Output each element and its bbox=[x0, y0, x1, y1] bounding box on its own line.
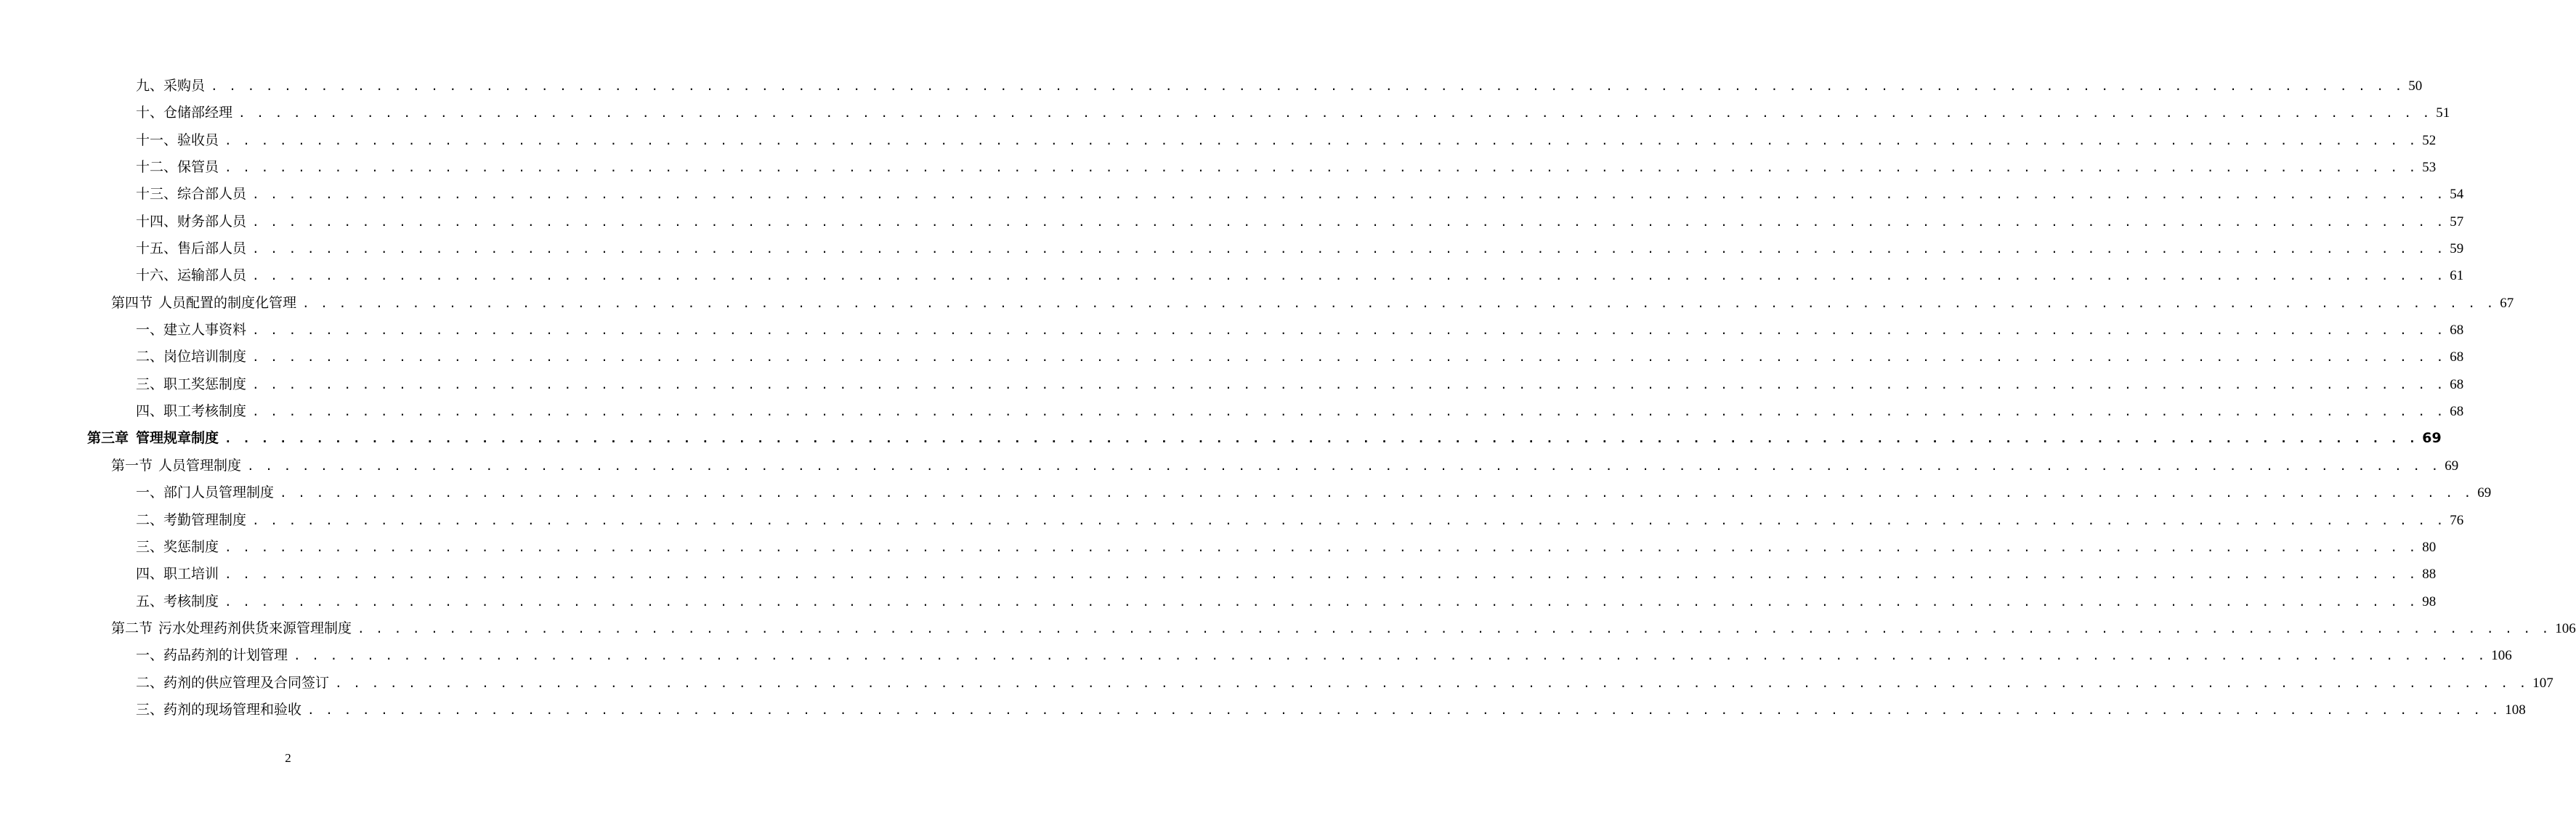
toc-item-row[interactable] bbox=[0, 344, 2464, 370]
toc-entry-title: 售后部人员 bbox=[177, 240, 247, 257]
toc-entry-number: 二、 bbox=[136, 674, 164, 691]
toc-page-number: 108 bbox=[2505, 702, 2526, 718]
toc-entry-number: 第四节 bbox=[111, 294, 153, 311]
toc-dot-leader: . . . . . . . . . . . . . . . . . . . . . . . . . . . . . . . . . . . . . . . . . . . . . . . . . . . . . . . . . . . . . . . . . . . . . . . . . . . . . . . . . . . . . . . . . . . . . . . . . . . . . . . . . . . . . . . . . . . . . . . . bbox=[302, 296, 2496, 310]
toc-page-number: 57 bbox=[2450, 214, 2464, 230]
toc-entry-title: 财务部人员 bbox=[177, 213, 247, 230]
toc-dot-leader: . . . . . . . . . . . . . . . . . . . . . . . . . . . . . . . . . . . . . . . . . . . . . . . . . . . . . . . . . . . . . . . . . . . . . . . . . . . . . . . . . . . . . . . . . . . . . . . . . . . . . . . . . . . . . . . . . . . . . . . . bbox=[224, 567, 2418, 582]
toc-item-row[interactable] bbox=[0, 127, 2437, 154]
toc-page-number: 61 bbox=[2450, 268, 2464, 284]
toc-entry[interactable] bbox=[111, 290, 2514, 317]
toc-page-number: 68 bbox=[2450, 404, 2464, 420]
toc-entry[interactable] bbox=[136, 507, 2464, 534]
toc-item-row[interactable] bbox=[0, 262, 2464, 289]
toc-dot-leader: . . . . . . . . . . . . . . . . . . . . . . . . . . . . . . . . . . . . . . . . . . . . . . . . . . . . . . . . . . . . . . . . . . . . . . . . . . . . . . . . . . . . . . . . . . . . . . . . . . . . . . . . . . . . . . . . . . . . . . . . bbox=[252, 377, 2446, 392]
toc-entry[interactable] bbox=[87, 425, 2442, 452]
toc-entry[interactable] bbox=[136, 479, 2492, 506]
toc-entry[interactable] bbox=[136, 398, 2464, 425]
toc-dot-leader: . . . . . . . . . . . . . . . . . . . . . . . . . . . . . . . . . . . . . . . . . . . . . . . . . . . . . . . . . . . . . . . . . . . . . . . . . . . . . . . . . . . . . . . . . . . . . . . . . . . . . . . . . . . . . . . . . . . . . . . . bbox=[293, 649, 2487, 663]
toc-entry[interactable] bbox=[136, 127, 2437, 154]
toc-entry[interactable] bbox=[136, 670, 2553, 697]
toc-entry-number: 五、 bbox=[136, 593, 164, 609]
toc-entry-title: 药剂的供应管理及合同签订 bbox=[163, 674, 330, 691]
toc-item-row[interactable] bbox=[0, 154, 2437, 181]
toc-section-row[interactable] bbox=[0, 290, 2514, 317]
toc-entry[interactable] bbox=[136, 317, 2464, 344]
toc-dot-leader: . . . . . . . . . . . . . . . . . . . . . . . . . . . . . . . . . . . . . . . . . . . . . . . . . . . . . . . . . . . . . . . . . . . . . . . . . . . . . . . . . . . . . . . . . . . . . . . . . . . . . . . . . . . . . . . . . . . . . . . . bbox=[224, 431, 2418, 446]
toc-entry[interactable] bbox=[136, 344, 2464, 370]
toc-entry[interactable] bbox=[136, 181, 2464, 208]
toc-entry[interactable] bbox=[136, 642, 2512, 669]
toc-item-row[interactable] bbox=[0, 507, 2464, 534]
toc-dot-leader: . . . . . . . . . . . . . . . . . . . . . . . . . . . . . . . . . . . . . . . . . . . . . . . . . . . . . . . . . . . . . . . . . . . . . . . . . . . . . . . . . . . . . . . . . . . . . . . . . . . . . . . . . . . . . . . . . . . . . . . . bbox=[252, 214, 2446, 229]
toc-entry-number: 十二、 bbox=[136, 159, 178, 176]
toc-item-row[interactable] bbox=[0, 642, 2512, 669]
toc-page-number: 50 bbox=[2408, 78, 2423, 94]
toc-entry-number: 一、 bbox=[136, 322, 164, 338]
toc-entry-title: 污水处理药剂供货来源管理制度 bbox=[158, 620, 352, 636]
toc-item-row[interactable] bbox=[0, 534, 2437, 561]
toc-dot-leader: . . . . . . . . . . . . . . . . . . . . . . . . . . . . . . . . . . . . . . . . . . . . . . . . . . . . . . . . . . . . . . . . . . . . . . . . . . . . . . . . . . . . . . . . . . . . . . . . . . . . . . . . . . . . . . . . . . . . . . . . bbox=[252, 350, 2446, 365]
toc-page-number: 88 bbox=[2422, 567, 2437, 583]
toc-page-number: 68 bbox=[2450, 376, 2464, 392]
toc-dot-leader: . . . . . . . . . . . . . . . . . . . . . . . . . . . . . . . . . . . . . . . . . . . . . . . . . . . . . . . . . . . . . . . . . . . . . . . . . . . . . . . . . . . . . . . . . . . . . . . . . . . . . . . . . . . . . . . . . . . . . . . . bbox=[247, 458, 2441, 473]
toc-item-row[interactable] bbox=[0, 73, 2423, 100]
toc-entry-number: 三、 bbox=[136, 701, 164, 718]
toc-dot-leader: . . . . . . . . . . . . . . . . . . . . . . . . . . . . . . . . . . . . . . . . . . . . . . . . . . . . . . . . . . . . . . . . . . . . . . . . . . . . . . . . . . . . . . . . . . . . . . . . . . . . . . . . . . . . . . . . . . . . . . . . bbox=[252, 405, 2446, 419]
toc-entry[interactable] bbox=[136, 588, 2437, 615]
toc-dot-leader: . . . . . . . . . . . . . . . . . . . . . . . . . . . . . . . . . . . . . . . . . . . . . . . . . . . . . . . . . . . . . . . . . . . . . . . . . . . . . . . . . . . . . . . . . . . . . . . . . . . . . . . . . . . . . . . . . . . . . . . . bbox=[252, 513, 2446, 527]
toc-entry-title: 建立人事资料 bbox=[163, 322, 247, 338]
toc-page-number: 69 bbox=[2422, 430, 2442, 447]
toc-entry-number: 三、 bbox=[136, 376, 164, 392]
toc-entry-title: 人员管理制度 bbox=[158, 457, 242, 474]
toc-item-row[interactable] bbox=[0, 697, 2526, 723]
toc-entry[interactable] bbox=[136, 154, 2437, 181]
toc-entry-number: 四、 bbox=[136, 566, 164, 583]
toc-dot-leader: . . . . . . . . . . . . . . . . . . . . . . . . . . . . . . . . . . . . . . . . . . . . . . . . . . . . . . . . . . . . . . . . . . . . . . . . . . . . . . . . . . . . . . . . . . . . . . . . . . . . . . . . . . . . . . . . . . . . . . . . bbox=[224, 594, 2418, 609]
toc-entry-number: 十三、 bbox=[136, 186, 178, 203]
toc-entry-title: 奖惩制度 bbox=[163, 538, 219, 555]
toc-page-number: 68 bbox=[2450, 349, 2464, 365]
toc-page-number: 106 bbox=[2491, 648, 2512, 664]
toc-entry-title: 采购员 bbox=[163, 78, 206, 94]
toc-entry-title: 保管员 bbox=[177, 159, 219, 176]
toc-entry[interactable] bbox=[136, 371, 2464, 398]
toc-page-number: 51 bbox=[2436, 105, 2450, 121]
toc-chapter-row[interactable] bbox=[0, 425, 2442, 452]
toc-entry-number: 十五、 bbox=[136, 240, 178, 257]
toc-item-row[interactable] bbox=[0, 588, 2437, 615]
toc-item-row[interactable] bbox=[0, 317, 2464, 344]
toc-item-row[interactable] bbox=[0, 561, 2437, 588]
toc-entry[interactable] bbox=[136, 235, 2464, 262]
toc-dot-leader: . . . . . . . . . . . . . . . . . . . . . . . . . . . . . . . . . . . . . . . . . . . . . . . . . . . . . . . . . . . . . . . . . . . . . . . . . . . . . . . . . . . . . . . . . . . . . . . . . . . . . . . . . . . . . . . . . . . . . . . . bbox=[252, 242, 2446, 256]
toc-dot-leader: . . . . . . . . . . . . . . . . . . . . . . . . . . . . . . . . . . . . . . . . . . . . . . . . . . . . . . . . . . . . . . . . . . . . . . . . . . . . . . . . . . . . . . . . . . . . . . . . . . . . . . . . . . . . . . . . . . . . . . . . bbox=[280, 486, 2474, 500]
toc-entry[interactable] bbox=[136, 208, 2464, 235]
toc-entry-number: 十、 bbox=[136, 105, 164, 121]
toc-page-number: 106 bbox=[2555, 620, 2576, 636]
toc-page-number: 67 bbox=[2500, 295, 2514, 311]
toc-entry-title: 仓储部经理 bbox=[163, 105, 233, 121]
toc-entry[interactable] bbox=[111, 453, 2459, 479]
toc-item-row[interactable] bbox=[0, 670, 2553, 697]
toc-section-row[interactable] bbox=[0, 615, 2576, 642]
toc-page-number: 59 bbox=[2450, 241, 2464, 257]
toc-dot-leader: . . . . . . . . . . . . . . . . . . . . . . . . . . . . . . . . . . . . . . . . . . . . . . . . . . . . . . . . . . . . . . . . . . . . . . . . . . . . . . . . . . . . . . . . . . . . . . . . . . . . . . . . . . . . . . . . . . . . . . . . bbox=[357, 621, 2551, 636]
toc-entry[interactable] bbox=[136, 561, 2437, 588]
toc-entry-number: 九、 bbox=[136, 78, 164, 94]
toc-entry[interactable] bbox=[136, 534, 2437, 561]
toc-entry-title: 管理规章制度 bbox=[136, 430, 219, 447]
toc-item-row[interactable] bbox=[0, 235, 2464, 262]
toc-entry-title: 职工考核制度 bbox=[163, 403, 247, 420]
toc-dot-leader: . . . . . . . . . . . . . . . . . . . . . . . . . . . . . . . . . . . . . . . . . . . . . . . . . . . . . . . . . . . . . . . . . . . . . . . . . . . . . . . . . . . . . . . . . . . . . . . . . . . . . . . . . . . . . . . . . . . . . . . . bbox=[224, 540, 2418, 554]
toc-entry-number: 第二节 bbox=[111, 620, 153, 636]
toc-dot-leader: . . . . . . . . . . . . . . . . . . . . . . . . . . . . . . . . . . . . . . . . . . . . . . . . . . . . . . . . . . . . . . . . . . . . . . . . . . . . . . . . . . . . . . . . . . . . . . . . . . . . . . . . . . . . . . . . . . . . . . . . bbox=[252, 323, 2446, 338]
toc-entry-title: 综合部人员 bbox=[177, 186, 247, 203]
toc-entry-title: 人员配置的制度化管理 bbox=[158, 294, 297, 311]
toc-page-number: 69 bbox=[2477, 485, 2492, 501]
toc-dot-leader: . . . . . . . . . . . . . . . . . . . . . . . . . . . . . . . . . . . . . . . . . . . . . . . . . . . . . . . . . . . . . . . . . . . . . . . . . . . . . . . . . . . . . . . . . . . . . . . . . . . . . . . . . . . . . . . . . . . . . . . . bbox=[211, 79, 2405, 93]
toc-item-row[interactable] bbox=[0, 398, 2464, 425]
page-number: 2 bbox=[285, 751, 291, 765]
toc-entry-title: 药剂的现场管理和验收 bbox=[163, 701, 302, 718]
toc-page-number: 69 bbox=[2445, 458, 2459, 474]
toc-page-number: 80 bbox=[2422, 539, 2437, 555]
toc-entry-number: 二、 bbox=[136, 349, 164, 365]
toc-entry[interactable] bbox=[136, 73, 2423, 100]
toc-entry-number: 十六、 bbox=[136, 267, 178, 284]
toc-page-number: 54 bbox=[2450, 187, 2464, 203]
toc-dot-leader: . . . . . . . . . . . . . . . . . . . . . . . . . . . . . . . . . . . . . . . . . . . . . . . . . . . . . . . . . . . . . . . . . . . . . . . . . . . . . . . . . . . . . . . . . . . . . . . . . . . . . . . . . . . . . . . . . . . . . . . . bbox=[224, 161, 2418, 175]
toc-entry-title: 考勤管理制度 bbox=[163, 511, 247, 528]
toc-dot-leader: . . . . . . . . . . . . . . . . . . . . . . . . . . . . . . . . . . . . . . . . . . . . . . . . . . . . . . . . . . . . . . . . . . . . . . . . . . . . . . . . . . . . . . . . . . . . . . . . . . . . . . . . . . . . . . . . . . . . . . . . bbox=[252, 269, 2446, 283]
toc-page-number: 53 bbox=[2422, 160, 2437, 176]
toc-dot-leader: . . . . . . . . . . . . . . . . . . . . . . . . . . . . . . . . . . . . . . . . . . . . . . . . . . . . . . . . . . . . . . . . . . . . . . . . . . . . . . . . . . . . . . . . . . . . . . . . . . . . . . . . . . . . . . . . . . . . . . . . bbox=[335, 676, 2529, 690]
toc-entry[interactable] bbox=[111, 615, 2576, 642]
toc-entry[interactable] bbox=[136, 262, 2464, 289]
toc-item-row[interactable] bbox=[0, 208, 2464, 235]
toc-entry-title: 职工奖惩制度 bbox=[163, 376, 247, 392]
toc-entry-title: 考核制度 bbox=[163, 593, 219, 609]
toc-item-row[interactable] bbox=[0, 100, 2450, 126]
toc-entry-title: 岗位培训制度 bbox=[163, 349, 247, 365]
toc-dot-leader: . . . . . . . . . . . . . . . . . . . . . . . . . . . . . . . . . . . . . . . . . . . . . . . . . . . . . . . . . . . . . . . . . . . . . . . . . . . . . . . . . . . . . . . . . . . . . . . . . . . . . . . . . . . . . . . . . . . . . . . . bbox=[224, 133, 2418, 147]
toc-entry-title: 运输部人员 bbox=[177, 267, 247, 284]
toc-entry-number: 一、 bbox=[136, 647, 164, 664]
toc-dot-leader: . . . . . . . . . . . . . . . . . . . . . . . . . . . . . . . . . . . . . . . . . . . . . . . . . . . . . . . . . . . . . . . . . . . . . . . . . . . . . . . . . . . . . . . . . . . . . . . . . . . . . . . . . . . . . . . . . . . . . . . . bbox=[252, 187, 2446, 202]
toc-page-number: 107 bbox=[2532, 675, 2553, 691]
toc-entry-number: 二、 bbox=[136, 511, 164, 528]
toc-entry-number: 一、 bbox=[136, 484, 164, 501]
toc-dot-leader: . . . . . . . . . . . . . . . . . . . . . . . . . . . . . . . . . . . . . . . . . . . . . . . . . . . . . . . . . . . . . . . . . . . . . . . . . . . . . . . . . . . . . . . . . . . . . . . . . . . . . . . . . . . . . . . . . . . . . . . . bbox=[307, 702, 2501, 717]
toc-entry-number: 第三章 bbox=[87, 430, 129, 447]
toc-item-row[interactable] bbox=[0, 371, 2464, 398]
toc-page-number: 98 bbox=[2422, 593, 2437, 609]
toc-page-number: 76 bbox=[2450, 512, 2464, 528]
toc-entry[interactable] bbox=[136, 697, 2526, 723]
toc-entry-number: 四、 bbox=[136, 403, 164, 420]
toc-page-number: 52 bbox=[2422, 132, 2437, 148]
toc-item-row[interactable] bbox=[0, 479, 2492, 506]
toc-entry[interactable] bbox=[136, 100, 2450, 126]
toc-entry-title: 验收员 bbox=[177, 131, 219, 148]
table-of-contents bbox=[0, 73, 2576, 723]
toc-page-number: 68 bbox=[2450, 323, 2464, 338]
toc-entry-title: 部门人员管理制度 bbox=[163, 484, 275, 501]
toc-entry-number: 十四、 bbox=[136, 213, 178, 230]
toc-entry-title: 职工培训 bbox=[163, 566, 219, 583]
toc-entry-number: 十一、 bbox=[136, 131, 178, 148]
toc-entry-number: 第一节 bbox=[111, 457, 153, 474]
toc-entry-title: 药品药剂的计划管理 bbox=[163, 647, 288, 664]
toc-item-row[interactable] bbox=[0, 181, 2464, 208]
toc-section-row[interactable] bbox=[0, 453, 2459, 479]
toc-dot-leader: . . . . . . . . . . . . . . . . . . . . . . . . . . . . . . . . . . . . . . . . . . . . . . . . . . . . . . . . . . . . . . . . . . . . . . . . . . . . . . . . . . . . . . . . . . . . . . . . . . . . . . . . . . . . . . . . . . . . . . . . bbox=[238, 106, 2432, 121]
toc-entry-number: 三、 bbox=[136, 538, 164, 555]
